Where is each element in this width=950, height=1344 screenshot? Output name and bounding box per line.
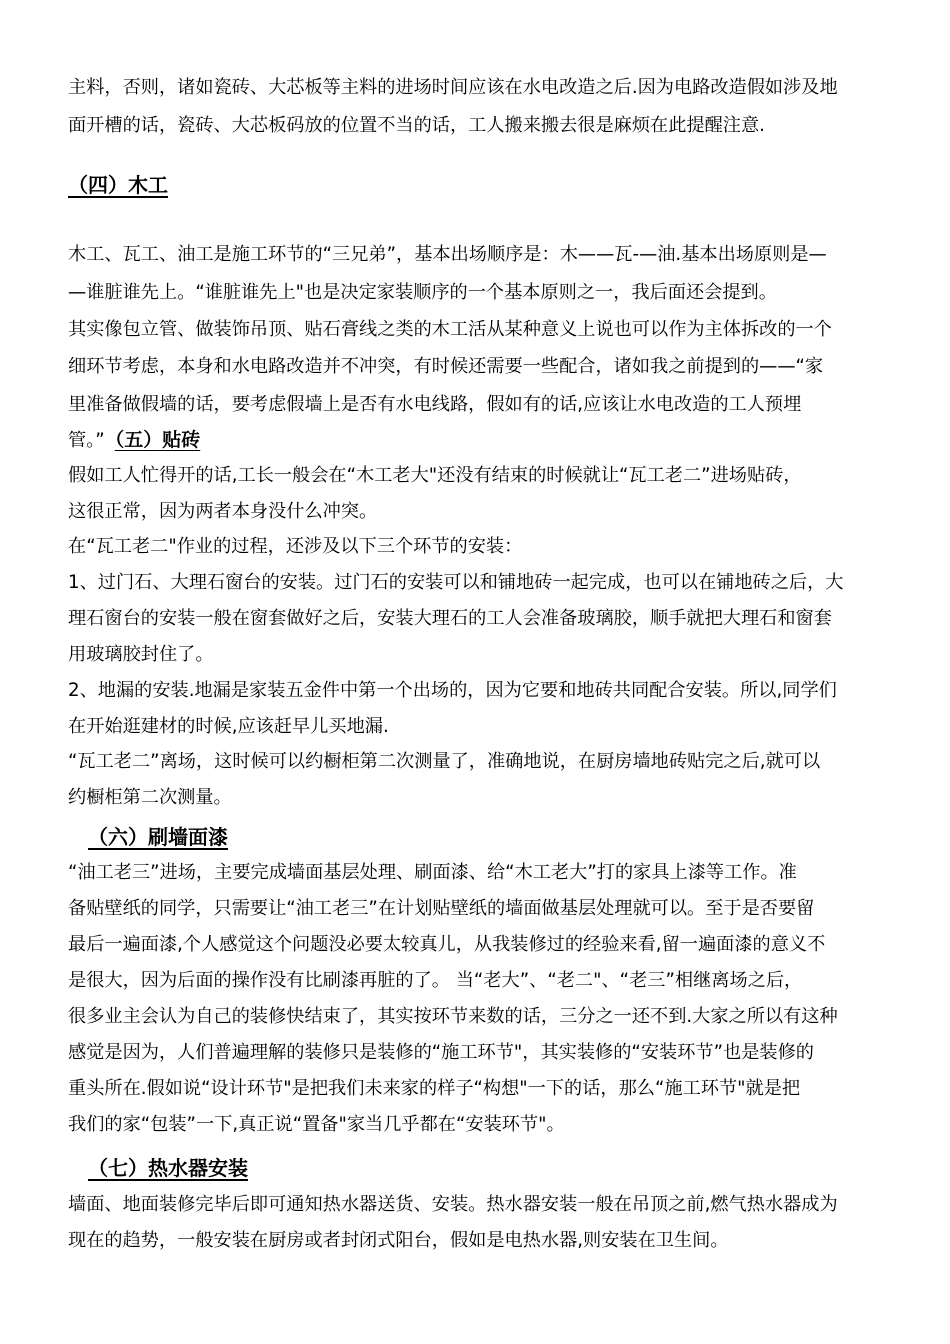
section-heading-water-heater: （七）热水器安装 xyxy=(88,1156,248,1180)
paragraph-line: —谁脏谁先上。“谁脏谁先上"也是决定家装顺序的一个基本原则之一，我后面还会提到。 xyxy=(68,282,777,303)
paragraph-line: 主料，否则，诸如瓷砖、大芯板等主料的进场时间应该在水电改造之后.因为电路改造假如涉及地 xyxy=(68,77,838,98)
paragraph-line: 重头所在.假如说“设计环节"是把我们未来家的样子“构想"一下的话，那么“施工环节"就是把 xyxy=(68,1078,801,1099)
paragraph-line: “油工老三”进场，主要完成墙面基层处理、刷面漆、给“木工老大”打的家具上漆等工作。准 xyxy=(68,862,797,883)
paragraph-line: 墙面、地面装修完毕后即可通知热水器送货、安装。热水器安装一般在吊顶之前,燃气热水器成为 xyxy=(68,1194,838,1215)
paragraph-line: 假如工人忙得开的话,工长一般会在“木工老大"还没有结束的时候就让“瓦工老二”进场贴砖， xyxy=(68,465,802,486)
paragraph-line: 里准备做假墙的话，要考虑假墙上是否有水电线路，假如有的话,应该让水电改造的工人预埋 xyxy=(68,394,802,415)
paragraph-text: 管。” xyxy=(68,430,105,451)
paragraph-line: 1、过门石、大理石窗台的安装。过门石的安装可以和铺地砖一起完成，也可以在铺地砖之后，大 xyxy=(68,572,844,593)
paragraph-line: 在“瓦工老二"作业的过程，还涉及以下三个环节的安装： xyxy=(68,536,523,557)
paragraph-line: 是很大，因为后面的操作没有比刷漆再脏的了。 当“老大”、“老二"、“老三”相继离场之后， xyxy=(68,970,803,991)
section-heading-tiling: （五）贴砖 xyxy=(114,429,201,451)
paragraph-line: 在开始逛建材的时候,应该赶早儿买地漏. xyxy=(68,716,389,737)
paragraph-line: 我们的家“包装”一下,真正说“置备"家当几乎都在“安装环节"。 xyxy=(68,1114,565,1135)
paragraph-line: 很多业主会认为自己的装修快结束了，其实按环节来数的话，三分之一还不到.大家之所以有这种 xyxy=(68,1006,838,1027)
paragraph-line: 其实像包立管、做装饰吊顶、贴石膏线之类的木工活从某种意义上说也可以作为主体拆改的一个 xyxy=(68,319,832,340)
paragraph-line: 感觉是因为，人们普遍理解的装修只是装修的“施工环节"，其实装修的“安装环节”也是装修的 xyxy=(68,1042,814,1063)
paragraph-line: 备贴壁纸的同学，只需要让“油工老三”在计划贴壁纸的墙面做基层处理就可以。至于是否要留 xyxy=(68,898,815,919)
paragraph-line: 用玻璃胶封住了。 xyxy=(68,644,214,665)
paragraph-line: 面开槽的话，瓷砖、大芯板码放的位置不当的话，工人搬来搬去很是麻烦在此提醒注意. xyxy=(68,115,765,136)
section-heading-woodwork: （四）木工 xyxy=(68,173,168,197)
paragraph-line: 现在的趋势，一般安装在厨房或者封闭式阳台，假如是电热水器,则安装在卫生间。 xyxy=(68,1230,729,1251)
paragraph-line: 细环节考虑，本身和水电路改造并不冲突，有时候还需要一些配合，诸如我之前提到的——“家 xyxy=(68,356,824,377)
section-heading-wall-paint: （六）刷墙面漆 xyxy=(88,825,228,849)
paragraph-line: “瓦工老二”离场，这时候可以约橱柜第二次测量了，准确地说，在厨房墙地砖贴完之后,就可以 xyxy=(68,751,821,772)
paragraph-line: 木工、瓦工、油工是施工环节的“三兄弟”，基本出场顺序是：木——瓦-—油.基本出场原则是— xyxy=(68,244,827,265)
paragraph-line: 约橱柜第二次测量。 xyxy=(68,787,232,808)
paragraph-line xyxy=(68,428,888,453)
paragraph-line: 2、地漏的安装.地漏是家装五金件中第一个出场的，因为它要和地砖共同配合安装。所以,同学们 xyxy=(68,680,837,701)
paragraph-line: 最后一遍面漆,个人感觉这个问题没必要太较真儿，从我装修过的经验来看,留一遍面漆的意义不 xyxy=(68,934,826,955)
paragraph-line: 这很正常，因为两者本身没什么冲突。 xyxy=(68,501,378,522)
paragraph-line: 理石窗台的安装一般在窗套做好之后，安装大理石的工人会准备玻璃胶，顺手就把大理石和窗套 xyxy=(68,608,832,629)
